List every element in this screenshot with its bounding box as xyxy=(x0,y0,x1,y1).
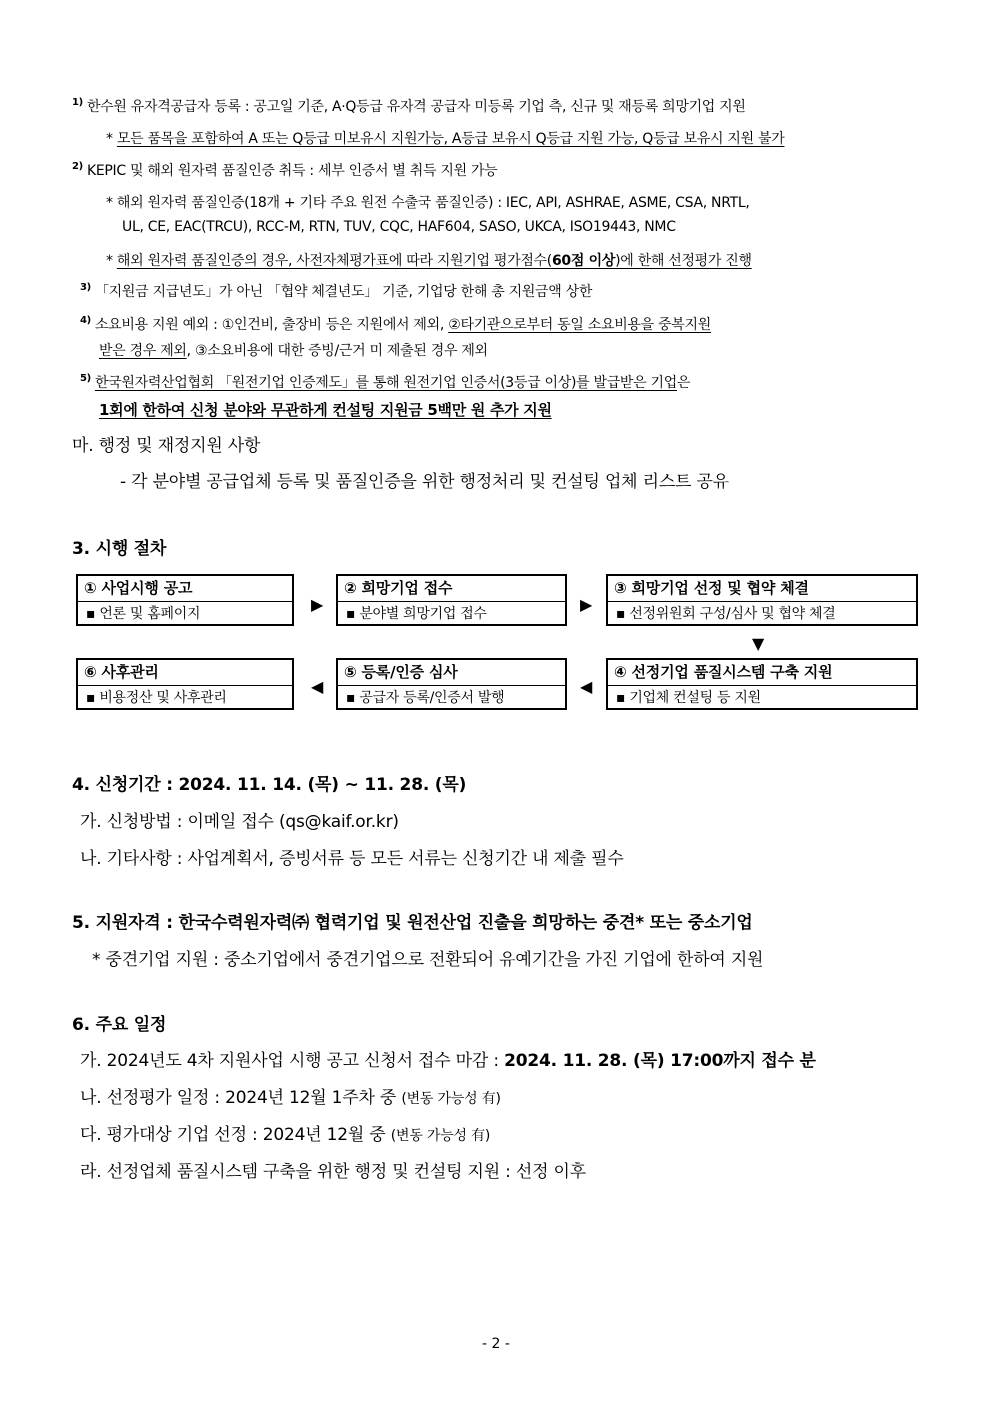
process-step-2 xyxy=(336,574,567,626)
footnote-text: 은 xyxy=(676,375,691,391)
note-mark: * xyxy=(106,253,117,269)
schedule-text: 다. 평가대상 기업 선정 : 2024년 12월 중 xyxy=(80,1125,391,1145)
footnote-text-underlined: 받은 경우 제외 xyxy=(99,343,187,359)
step-desc: ▪ 선정위원회 구성/심사 및 협약 체결 xyxy=(616,606,836,622)
arrow-right-icon: ▶ xyxy=(580,595,593,614)
footnote-text: , ③소요비용에 대한 증빙/근거 미 제출된 경우 제외 xyxy=(186,343,488,359)
note-text-bold: 60점 이상 xyxy=(551,253,616,269)
step-desc: ▪ 비용정산 및 사후관리 xyxy=(86,690,227,706)
section-4-title: 4. 신청기간 : 2024. 11. 14. (목) ~ 11. 28. (목) xyxy=(72,775,467,795)
section-6-da xyxy=(80,1120,490,1145)
section-5-title: 5. 지원자격 : 한국수력원자력㈜ 협력기업 및 원전산업 진출을 희망하는 중견* 또는 중소기업 xyxy=(72,913,753,933)
process-step-1 xyxy=(76,574,294,626)
footnote-2 xyxy=(72,160,497,180)
footnote-text-underlined: ②타기관으로부터 동일 소요비용을 중복지원 xyxy=(448,317,711,333)
step-title: ④ 선정기업 품질시스템 구축 지원 xyxy=(608,660,916,686)
arrow-right-icon: ▶ xyxy=(311,595,324,614)
footnote-text: KEPIC 및 해외 원자력 품질인증 취득 : 세부 인증서 별 취득 지원 가능 xyxy=(86,163,498,179)
footnote-3 xyxy=(80,281,592,301)
footnote-2-note1-line2: UL, CE, EAC(TRCU), RCC-M, RTN, TUV, CQC, HAF604, SASO, UKCA, ISO19443, NMC xyxy=(122,219,676,235)
schedule-note: (변동 가능성 有) xyxy=(401,1091,501,1107)
step-title: ① 사업시행 공고 xyxy=(78,576,292,602)
footnote-number: 4) xyxy=(80,315,91,326)
footnote-4-line2 xyxy=(99,340,488,360)
page-number: - 2 - xyxy=(482,1336,510,1352)
section-ma-item: - 각 분야별 공급업체 등록 및 품질인증을 위한 행정처리 및 컨설팅 업체 리스트 공유 xyxy=(120,472,729,492)
arrow-left-icon: ◀ xyxy=(580,677,593,696)
step-title: ⑥ 사후관리 xyxy=(78,660,292,686)
schedule-text: 가. 2024년도 4차 지원사업 시행 공고 신청서 접수 마감 : xyxy=(80,1051,505,1071)
footnote-5-line1 xyxy=(80,372,690,392)
schedule-note: (변동 가능성 有) xyxy=(390,1128,491,1144)
section-6-title: 6. 주요 일정 xyxy=(72,1015,167,1035)
section-ma-title: 마. 행정 및 재정지원 사항 xyxy=(72,436,261,456)
note-text-post: )에 한해 선정평가 진행 xyxy=(615,253,752,269)
process-step-6 xyxy=(76,658,294,710)
footnote-4-line1 xyxy=(80,314,711,334)
step-desc: ▪ 공급자 등록/인증서 발행 xyxy=(346,690,505,706)
footnote-text: 소요비용 지원 예외 : ①인건비, 출장비 등은 지원에서 제외, xyxy=(94,317,449,333)
process-step-5 xyxy=(336,658,567,710)
section-6-na xyxy=(80,1083,501,1108)
process-step-4 xyxy=(606,658,918,710)
step-title: ② 희망기업 접수 xyxy=(338,576,565,602)
section-5-note: * 중견기업 지원 : 중소기업에서 중견기업으로 전환되어 유예기간을 가진 기업에 한하여 지원 xyxy=(92,950,764,970)
step-desc: ▪ 기업체 컨설팅 등 지원 xyxy=(616,690,761,706)
footnote-number: 3) xyxy=(80,282,91,293)
footnote-1-note xyxy=(106,128,784,148)
note-text: 모든 품목을 포함하여 A 또는 Q등급 미보유시 지원가능, A등급 보유시 Q등급 지원 가능, Q등급 보유시 지원 불가 xyxy=(116,131,785,147)
footnote-number: 5) xyxy=(80,373,91,384)
footnote-5-line2: 1회에 한하여 신청 분야와 무관하게 컨설팅 지원금 5백만 원 추가 지원 xyxy=(99,401,552,419)
section-4-na: 나. 기타사항 : 사업계획서, 증빙서류 등 모든 서류는 신청기간 내 제출 필수 xyxy=(80,849,624,869)
step-desc: ▪ 언론 및 홈페이지 xyxy=(86,606,201,622)
footnote-1 xyxy=(72,96,746,116)
section-6-ga xyxy=(80,1046,816,1071)
arrow-down-icon: ▼ xyxy=(752,634,765,653)
footnote-text-underlined: 한국원자력산업협회 「원전기업 인증제도」를 통해 원전기업 인증서(3등급 이상)를 발급받은 기업 xyxy=(94,375,677,391)
note-text-pre: 해외 원자력 품질인증의 경우, 사전자체평가표에 따라 지원기업 평가점수( xyxy=(116,253,552,269)
footnote-number: 1) xyxy=(72,97,83,108)
process-step-3 xyxy=(606,574,918,626)
note-mark: * xyxy=(106,131,117,147)
footnote-2-note2 xyxy=(106,250,752,270)
arrow-left-icon: ◀ xyxy=(311,677,324,696)
footnote-text: 한수원 유자격공급자 등록 : 공고일 기준, A·Q등급 유자격 공급자 미등록 기업 측, 신규 및 재등록 희망기업 지원 xyxy=(86,99,746,115)
footnote-2-note1-line1: * 해외 원자력 품질인증(18개 + 기타 주요 원전 수출국 품질인증) : IEC, API, ASHRAE, ASME, CSA, NRTL, xyxy=(106,195,750,211)
section-6-ra: 라. 선정업체 품질시스템 구축을 위한 행정 및 컨설팅 지원 : 선정 이후 xyxy=(80,1162,586,1182)
section-4-ga: 가. 신청방법 : 이메일 접수 (qs@kaif.or.kr) xyxy=(80,812,399,832)
step-title: ⑤ 등록/인증 심사 xyxy=(338,660,565,686)
schedule-text: 나. 선정평가 일정 : 2024년 12월 1주차 중 xyxy=(80,1088,402,1108)
schedule-deadline: 2024. 11. 28. (목) 17:00까지 접수 분 xyxy=(504,1051,816,1071)
step-title: ③ 희망기업 선정 및 협약 체결 xyxy=(608,576,916,602)
footnote-text: 「지원금 지급년도」가 아닌 「협약 체결년도」 기준, 기업당 한해 총 지원금액 상한 xyxy=(94,284,593,300)
step-desc: ▪ 분야별 희망기업 접수 xyxy=(346,606,487,622)
footnote-number: 2) xyxy=(72,161,83,172)
section-3-title: 3. 시행 절차 xyxy=(72,539,167,559)
